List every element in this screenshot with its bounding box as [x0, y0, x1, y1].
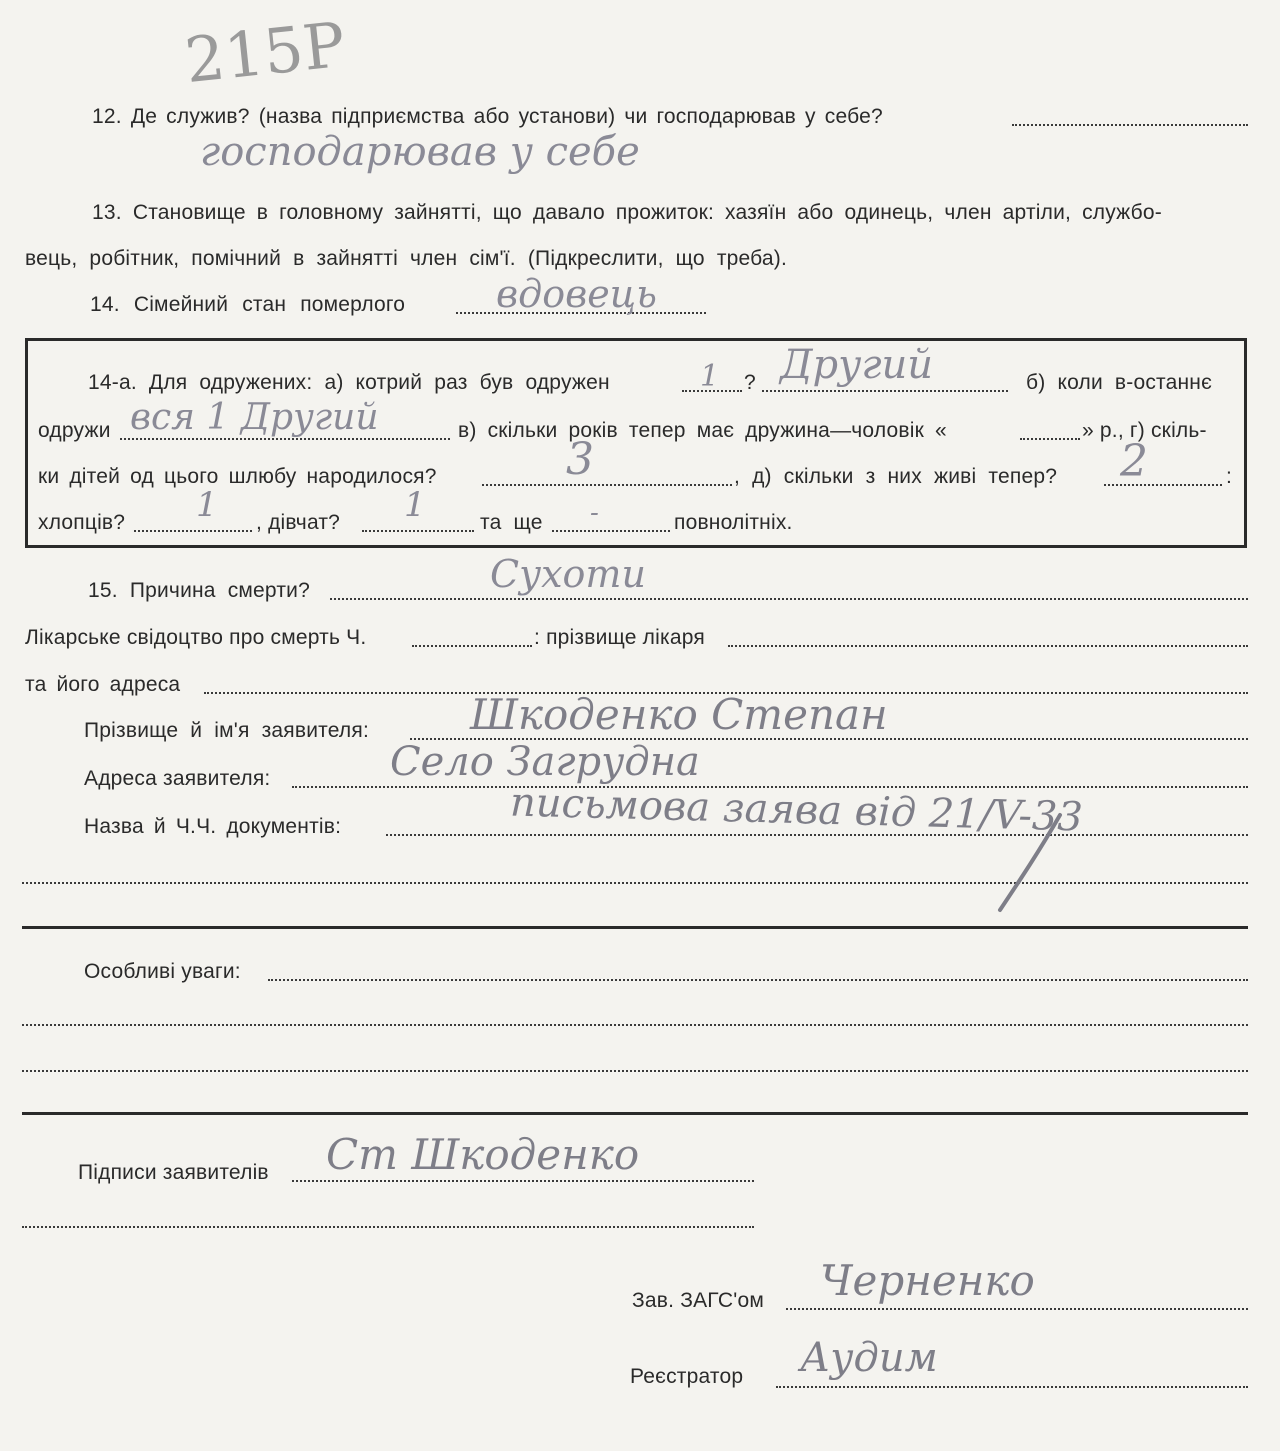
- signatures-dots-2: [22, 1226, 754, 1228]
- pencil-marginalia: 215Р: [181, 7, 349, 98]
- q14a-children: 3: [566, 434, 594, 485]
- notes-dots-3: [22, 1070, 1248, 1072]
- q14a-line4-c: та ще: [480, 511, 543, 534]
- q14a-line4-d: повнолітніх.: [674, 511, 793, 534]
- applicant-address-label: Адреса заявителя:: [84, 767, 271, 790]
- q14a-line4-b: , дівчат?: [256, 511, 341, 534]
- notes-dots-1: [268, 979, 1248, 981]
- q13-line1: 13. Становище в головному зайнятті, що давало прожиток: хазяїн або одинець, член артіли, службо-: [92, 201, 1162, 224]
- q14a-alive: 2: [1120, 436, 1148, 487]
- q14a-married-when: вся 1 Другий: [130, 397, 379, 438]
- q14a-times-number: 1: [700, 359, 720, 394]
- q14a-boys: 1: [196, 485, 218, 525]
- applicant-name-label: Прізвище й ім'я заявителя:: [84, 719, 369, 742]
- q14a-times-word: Другий: [780, 342, 934, 388]
- address-label: та його адреса: [25, 673, 181, 696]
- registrar-dots: [776, 1386, 1248, 1388]
- q12-label: 12. Де служив? (назва підприємства або установи) чи господарював у себе?: [92, 105, 883, 128]
- pen-stroke: [990, 810, 1070, 920]
- q14a-adult-dots: [552, 530, 670, 532]
- q14a-line3-a: ки дітей од цього шлюбу народилося?: [38, 465, 437, 488]
- q14a-adult: -: [590, 498, 599, 528]
- section-rule-1: [22, 926, 1248, 929]
- q14a-line4-a: хлопців?: [38, 511, 126, 534]
- cert-number-dots: [412, 645, 532, 647]
- q14-answer: вдовець: [496, 272, 657, 316]
- q14a-line2-a: одружи: [38, 419, 111, 442]
- head-signature: Черненко: [820, 1256, 1035, 1305]
- cert-label-b: : прізвище лікаря: [534, 626, 705, 649]
- notes-dots-2: [22, 1024, 1248, 1026]
- signatures-dots-1: [292, 1180, 754, 1182]
- q14a-line1-q: ?: [744, 371, 756, 394]
- signatures-value: Ст Шкоденко: [326, 1130, 640, 1179]
- q15-dots: [330, 598, 1248, 600]
- q12-answer: господарював у себе: [200, 129, 640, 175]
- applicant-address-value: Село Загрудна: [390, 739, 700, 785]
- applicant-docs-label: Назва й Ч.Ч. документів:: [84, 815, 342, 838]
- q14-label: 14. Сімейний стан померлого: [90, 293, 406, 316]
- section-rule-2: [22, 1112, 1248, 1115]
- q14a-spouse-age-dots: [1020, 438, 1080, 440]
- head-dots: [786, 1308, 1248, 1310]
- applicant-docs-value: письмова заява від 21/V-33: [509, 779, 1084, 841]
- q14a-line2-c: » р., г) скіль-: [1082, 419, 1207, 442]
- notes-label: Особливі уваги:: [84, 960, 241, 983]
- q12-dots: [1012, 124, 1248, 126]
- q14a-line2-b: в) скільки років тепер має дружина—чоловік «: [458, 419, 947, 442]
- registrar-signature: Аудим: [800, 1335, 938, 1381]
- q14a-boys-dots: [134, 530, 252, 532]
- q14a-girls-dots: [362, 530, 474, 532]
- q14a-girls: 1: [404, 485, 426, 525]
- signatures-label: Підписи заявителів: [78, 1161, 269, 1184]
- q14a-line1-b: б) коли в-останнє: [1026, 371, 1213, 394]
- applicant-docs-dots: [386, 834, 1248, 836]
- q14a-children-dots: [482, 484, 732, 486]
- applicant-name-value: Шкоденко Степан: [470, 690, 888, 739]
- cert-label-a: Лікарське свідоцтво про смерть Ч.: [25, 626, 367, 649]
- q15-label: 15. Причина смерти?: [88, 579, 310, 602]
- q15-answer: Сухоти: [490, 552, 646, 596]
- q14a-line3-b: , д) скільки з них живі тепер?: [734, 465, 1058, 488]
- q14a-times-word-dots: [762, 390, 1008, 392]
- head-label: Зав. ЗАГС'ом: [632, 1289, 764, 1312]
- q13-line2: вець, робітник, помічний в зайнятті член сім'ї. (Підкреслити, що треба).: [25, 247, 788, 270]
- q14a-line1-a: 14-а. Для одружених: а) котрий раз був одружен: [88, 371, 610, 394]
- registrar-label: Реєстратор: [630, 1365, 744, 1388]
- cert-doctor-dots: [728, 645, 1248, 647]
- q14a-married-dots: [120, 438, 450, 440]
- q14a-line3-c: :: [1226, 465, 1233, 488]
